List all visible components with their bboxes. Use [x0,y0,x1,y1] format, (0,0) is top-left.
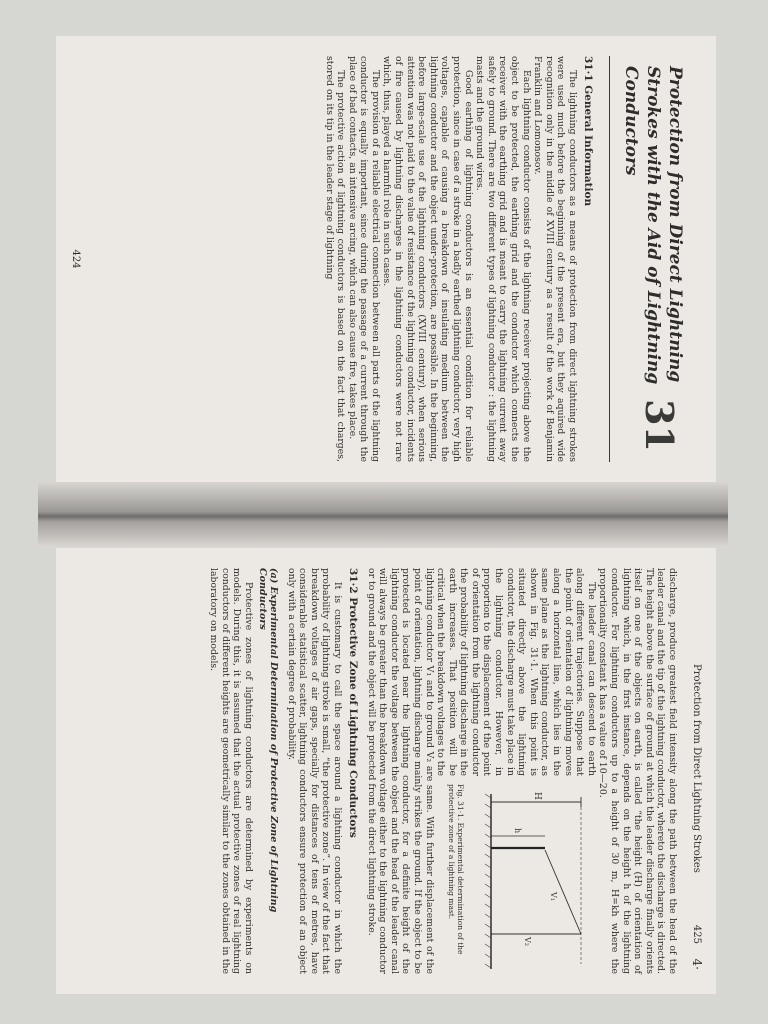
paragraph: Good earthing of lightning conductors is an essential condition for reliable protection, since in case of a stroke in a badly earthed lightning conductor, very high voltages, capable of causing a breakdown of insulating medium between the lightning conductor and the object under-protection, are possible. In the beginning, before large-scale use of the lightning conductors (XVIII century), when serious attention was not paid to the value of resistance of the lightning conductor, incidents of fire caused by lightning discharges in the lightning conductors were not rare which, thus, played a harmful role in such cases. [381,56,474,462]
label-h: h [512,828,522,834]
label-v1: V₁ [548,892,558,901]
lightning-mast-diagram [477,784,595,974]
page-number: 424 [70,249,81,269]
section-heading-31-1: 31·1 General Information [582,56,594,207]
page-425 [56,548,716,994]
page-number: 425 [691,924,702,944]
paragraph: The lightning conductors as a means of protection from direct lightning strokes were used much before the beginning of the present era, but they aquired wide recognition only in the middle of XVIII century as a result of the work of Benjamin Franklin and Lomonosov. [532,56,578,462]
paragraph: The leader canal can descend to earth along different trajectories. Suppose that the point of orientation of lightning moves along a horizontal line, which lies in the same plane as the lightning conductor, as shown in Fig. 31·1. When this point is situated directly above the lightning conductor, the discharge must take place in the lightning conductor. However, in proportion to the displacement of the point of orientation from the lightning conductor the probability of lightning discharge in the earth increases. That position will be critical when the breakdown voltages to the lightning conductor V₁ and to ground V₂ are same. With further displacement of the point of orientation, lightning discharge mainly strikes the ground. If the object to be protected is located near the lightning conductor, for a definite height of the lightning conductor the voltage between the object and the head of the leader canal will always be greater than the breakdown voltage either to the lightning conductor or to ground and the object will be protected from the direct lightning stroke. [365,568,597,974]
chapter-number: 31 [637,399,682,452]
right-body [208,568,678,974]
page-424 [56,36,716,482]
paragraph: Protective zones of lightning conductors are determined by experiments on models. During this, it is assumed that the actual protective zones of real lightning conductors of different heights are geometrically similar to the zones obtained in the laboratory on models. [208,568,254,974]
left-body [323,56,594,462]
paragraph: The provision of a reliable electrical connection between all parts of the lightning conductor is equally important, since during the passage of a current through the place of bad contacts, an intensive arcing, which can also cause fire, takes place. [346,56,381,462]
subsection-heading: (a) Experimental Determination of Protective Zone of Lightning Conductors [257,568,279,913]
chapter-title: Protection from Direct Lightning Strokes with the Aid of Lightning Conductors [621,66,685,385]
figure-31-1 [447,784,595,974]
paragraph: The protective action of lightning conductors is based on the fact that charges, stored on its tip in the leader stage of lightning [323,56,347,462]
figure-caption: Fig. 31·1. Experimental determination of the protective zone of a lightning mast. [446,784,465,955]
section-heading-31-2: 31·2 Protective Zone of Lightning Conductors [346,568,359,838]
book-gutter [38,482,728,548]
paragraph: discharge, produce greatest field intensity along the path between the head of the leader canal and the tip of the lightning conductor, whereto the discharge is directed. The height above the surface of ground at which the leader discharge finally orients itself on one of the objects on earth, is called “the height (H) of orientation of lightning which, in the first instance, depends on the height h of the lightning conductor. For lightning conductors up to a height of 30 m, H=kh where the proportionality constant k has a value of 10—20. [597,568,678,974]
paragraph: It is customary to call the space around a lightning conductor in which the probability of lightning stroke is small, “the protective zone”. In view of the fact that breakdown voltages of air gaps, specially for distances of tens of metres, have considerable statistical scatter, lightning conductors ensure protection of an object only with a certain degree of probability. [285,568,343,974]
margin-mark: 4· [690,958,704,970]
ground-hatching [485,794,491,968]
running-head-title: Protection from Direct Lightning Strokes [691,664,702,873]
label-H: H [531,792,542,800]
label-v2: V₂ [522,937,532,946]
paragraph: Each lightning conductor consists of the lightning receiver projecting above the object to be protected, the earthing grid and the conductor which connects the receiver with the earthing grid and is meant to carry the lightning current away safely to ground. There are two different types of lightning conductor : the lightning masts and the ground wires. [474,56,532,462]
title-rule [609,56,610,462]
